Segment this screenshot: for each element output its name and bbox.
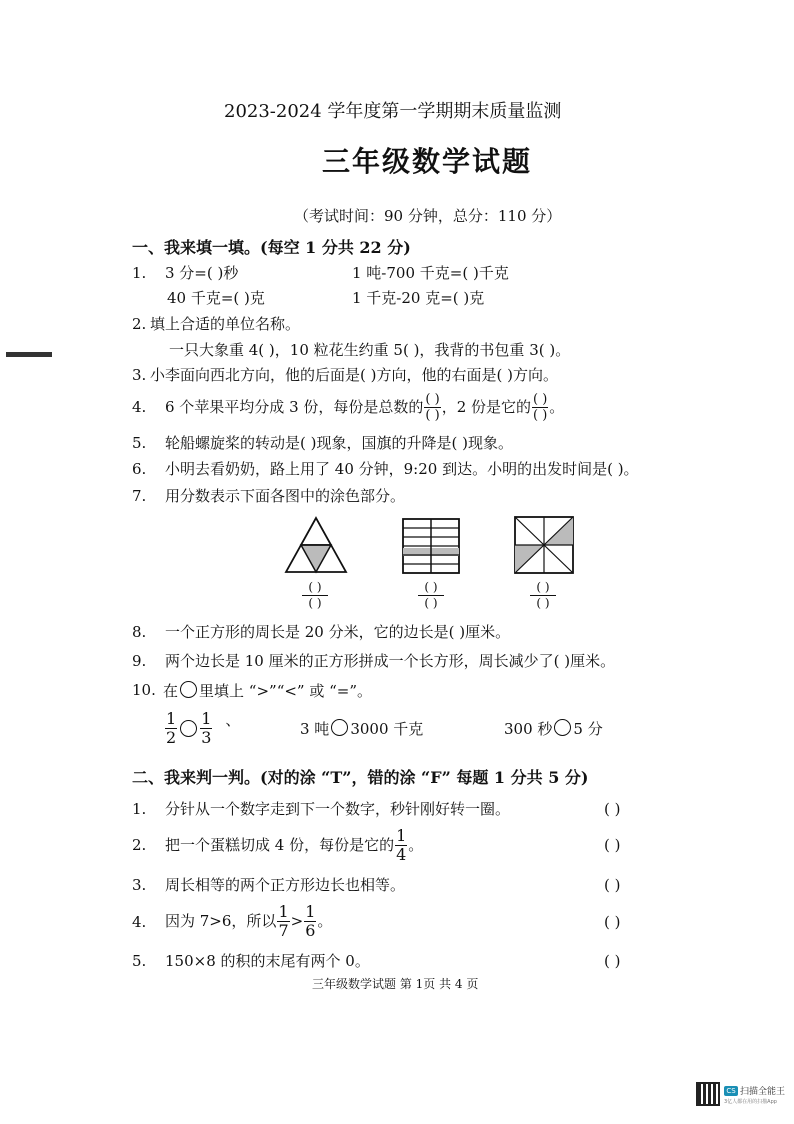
q10-compare-3 — [504, 719, 603, 738]
subject-title: 三年级数学试题 — [322, 145, 533, 178]
q2-number: 2. — [132, 315, 147, 333]
q1-part-b: 1 吨-700 千克=( )千克 — [352, 264, 509, 282]
q4-text-c: 。 — [549, 398, 565, 416]
q1-part-c: 40 千克=( )克 — [167, 289, 265, 307]
s2-q2-fraction — [395, 825, 407, 864]
circle-icon — [180, 681, 197, 698]
page-footer: 三年级数学试题 第 1页 共 4 页 — [312, 977, 479, 991]
q10-compare3-a: 300 秒 — [504, 720, 553, 738]
q5-number: 5. — [132, 434, 147, 452]
q10-fraction-1 — [165, 708, 177, 747]
q10-frac2-den: 3 — [201, 727, 212, 747]
q10-instruction — [163, 681, 372, 700]
q7-rectangle-figure — [402, 518, 460, 574]
s2-q5-answer-paren: ( ) — [604, 952, 621, 970]
q1-part-a: 3 分=( )秒 — [165, 264, 239, 282]
q3-text: 小李面向西北方向，他的后面是( )方向，他的右面是( )方向。 — [150, 366, 558, 384]
q4-blank2-den: ( ) — [533, 407, 548, 423]
q7-number: 7. — [132, 487, 147, 505]
q10-number: 10. — [132, 681, 156, 699]
q4-blank1-num: ( ) — [425, 391, 440, 407]
q10-compare3-b: 5 分 — [573, 720, 603, 738]
s2-q2-text-a: 把一个蛋糕切成 4 份，每份是它的 — [165, 836, 395, 854]
q9-number: 9. — [132, 652, 147, 670]
q10-frac1-num: 1 — [166, 708, 177, 728]
q2-line: 一只大象重 4( )，10 粒花生约重 5( )，我背的书包重 3( )。 — [169, 341, 571, 359]
q4-blank1-den: ( ) — [425, 407, 440, 423]
q10-compare-2 — [300, 719, 423, 738]
q10-compare2-b: 3000 千克 — [350, 720, 424, 738]
q9-text: 两个边长是 10 厘米的正方形拼成一个长方形，周长减少了( )厘米。 — [165, 652, 616, 670]
s2-q4-text-b: 。 — [317, 912, 333, 930]
scanner-subtitle: 3亿人都在用的扫描App — [724, 1099, 777, 1105]
q7-answer2-num: ( ) — [424, 580, 438, 594]
q4-number: 4. — [132, 398, 147, 416]
q7-square-figure — [514, 516, 574, 574]
q10-text-b: 里填上 “>”“<” 或 “=”。 — [199, 682, 373, 700]
qr-code-icon — [696, 1082, 720, 1106]
s2-q2-answer-paren: ( ) — [604, 836, 621, 854]
q7-triangle-figure — [284, 516, 348, 574]
s2-q4-f2-den: 6 — [305, 920, 316, 940]
s2-q4-f2-num: 1 — [305, 901, 316, 921]
s2-q4-text-a: 因为 7>6，所以 — [165, 912, 277, 930]
q7-answer1-den: ( ) — [308, 596, 322, 610]
q1-part-d: 1 千克-20 克=( )克 — [352, 289, 485, 307]
q2-text: 填上合适的单位名称。 — [150, 315, 301, 333]
q4-text-a: 6 个苹果平均分成 3 份，每份是总数的 — [165, 398, 424, 416]
q6-number: 6. — [132, 460, 147, 478]
s2-q4-fraction-2 — [304, 901, 316, 940]
s2-q1-answer-paren: ( ) — [604, 800, 621, 818]
q1-number: 1. — [132, 264, 147, 282]
s2-q3-text: 周长相等的两个正方形边长也相等。 — [165, 876, 406, 894]
q10-text-a: 在 — [163, 682, 179, 700]
s2-q5-text: 150×8 的积的末尾有两个 0。 — [165, 952, 370, 970]
exam-title: 2023-2024 学年度第一学期期末质量监测 — [224, 101, 562, 122]
q8-text: 一个正方形的周长是 20 分米，它的边长是( )厘米。 — [165, 623, 511, 641]
q4-text-b: ，2 份是它的 — [441, 398, 531, 416]
s2-q4-line — [165, 901, 332, 941]
s2-q3-number: 3. — [132, 876, 147, 894]
s2-q1-number: 1. — [132, 800, 147, 818]
q7-answer3-den: ( ) — [536, 596, 550, 610]
s2-q2-line — [165, 826, 423, 864]
scanner-name: 扫描全能王 — [740, 1087, 786, 1097]
compare-circle-icon — [180, 720, 197, 737]
q7-answer-1 — [302, 581, 328, 610]
q8-number: 8. — [132, 623, 147, 641]
s2-q5-number: 5. — [132, 952, 147, 970]
compare-circle-icon — [554, 719, 571, 736]
q3-number: 3. — [132, 366, 147, 384]
q10-mark: 、 — [225, 711, 241, 729]
q10-fraction-2 — [200, 708, 212, 747]
q7-answer-3 — [530, 581, 556, 610]
s2-q2-frac-num: 1 — [396, 825, 407, 845]
q7-answer-2 — [418, 581, 444, 610]
s2-q4-answer-paren: ( ) — [604, 913, 621, 931]
s2-q4-number: 4. — [132, 913, 147, 931]
s2-q4-f1-den: 7 — [278, 920, 289, 940]
section2-heading: 二、我来判一判。(对的涂 “T”，错的涂 “F” 每题 1 分共 5 分) — [132, 768, 589, 787]
scan-margin-mark — [6, 352, 52, 357]
q7-answer3-num: ( ) — [536, 580, 550, 594]
q10-frac1-den: 2 — [166, 727, 177, 747]
compare-circle-icon — [331, 719, 348, 736]
q7-answer2-den: ( ) — [424, 596, 438, 610]
q4-blank2-num: ( ) — [533, 391, 548, 407]
q7-answer1-num: ( ) — [308, 580, 322, 594]
s2-q4-f1-num: 1 — [278, 901, 289, 921]
q4-line — [165, 390, 564, 424]
q4-blank-fraction-2 — [532, 393, 548, 422]
s2-q3-answer-paren: ( ) — [604, 876, 621, 894]
s2-q2-number: 2. — [132, 836, 147, 854]
scanner-logo: CS — [724, 1086, 738, 1096]
q6-text: 小明去看奶奶，路上用了 40 分钟，9:20 到达。小明的出发时间是( )。 — [165, 460, 639, 478]
q7-text: 用分数表示下面各图中的涂色部分。 — [165, 487, 406, 505]
s2-q4-operator: > — [290, 912, 304, 930]
s2-q2-frac-den: 4 — [396, 844, 407, 864]
q10-frac2-num: 1 — [201, 708, 212, 728]
q10-compare2-a: 3 吨 — [300, 720, 330, 738]
s2-q1-text: 分针从一个数字走到下一个数字，秒针刚好转一圈。 — [165, 800, 511, 818]
s2-q4-fraction-1 — [277, 901, 289, 940]
q5-text: 轮船螺旋桨的转动是( )现象，国旗的升降是( )现象。 — [165, 434, 513, 452]
q4-blank-fraction-1 — [424, 393, 440, 422]
section1-heading: 一、我来填一填。(每空 1 分共 22 分) — [132, 238, 411, 257]
q10-compare-1 — [164, 708, 240, 748]
s2-q2-text-b: 。 — [408, 836, 424, 854]
exam-info: （考试时间：90 分钟，总分：110 分） — [294, 207, 562, 225]
